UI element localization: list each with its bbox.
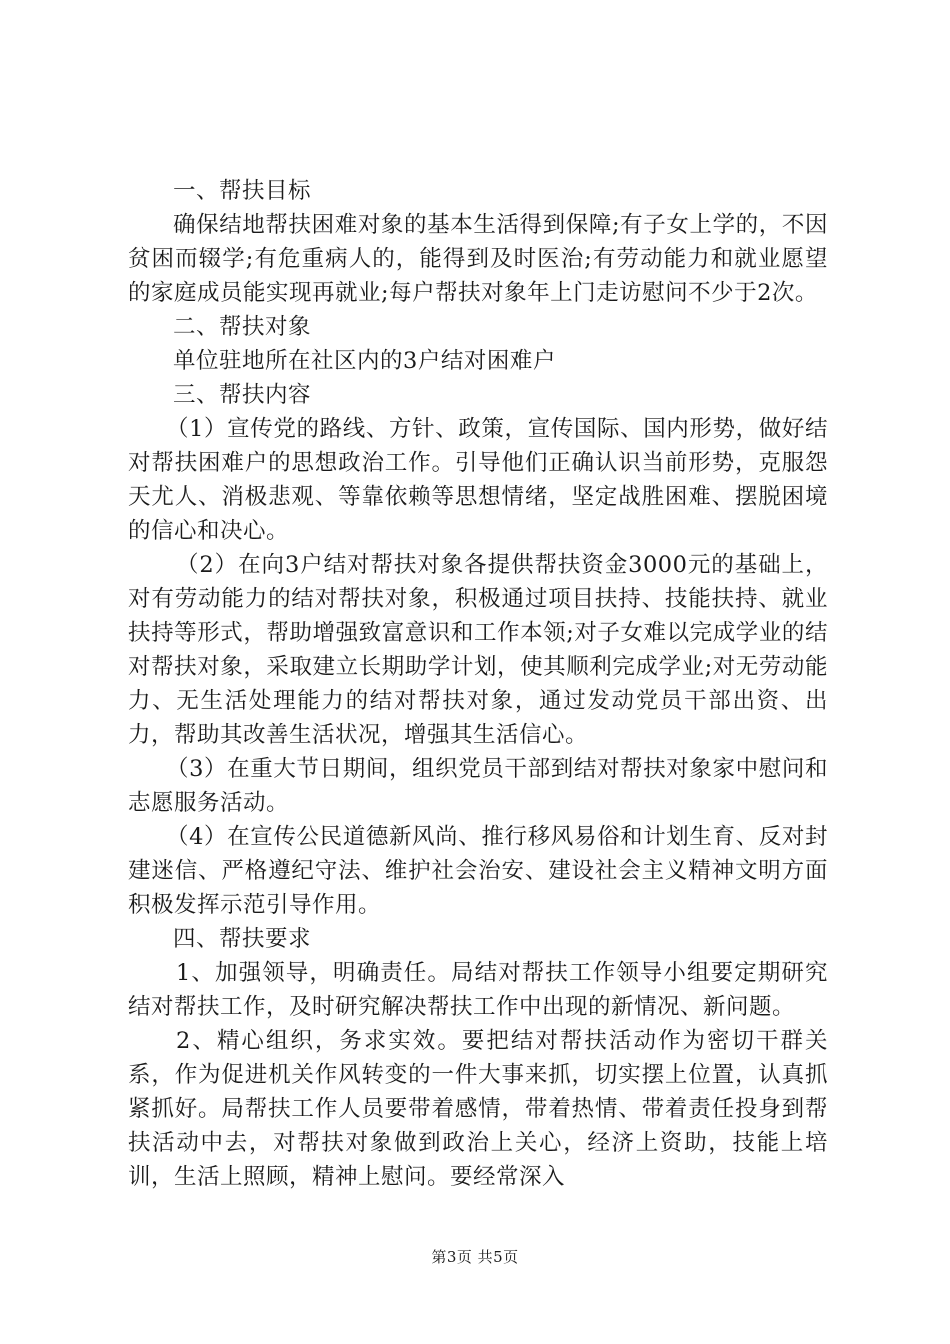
paragraph-content-2: （2）在向3户结对帮扶对象各提供帮扶资金3000元的基础上，对有劳动能力的结对帮扶对象，积极通过项目扶持、技能扶持、就业扶持等形式，帮助增强致富意识和工作本领;对子女难以完成学业的结对帮扶对象，采取建立长期助学计划，使其顺利完成学业;对无劳动能力、无生活处理能力的结对帮扶对象，通过发动党员干部出资、出力，帮助其改善生活状况，增强其生活信心。 [128, 552, 828, 748]
document-body [128, 174, 828, 1194]
paragraph-goals: 确保结地帮扶困难对象的基本生活得到保障;有子女上学的，不因贫困而辍学;有危重病人的，能得到及时医治;有劳动能力和就业愿望的家庭成员能实现再就业;每户帮扶对象年上门走访慰问不少于2次。 [128, 212, 828, 306]
section-heading-content: 三、帮扶内容 [173, 382, 312, 408]
section-heading-goals: 一、帮扶目标 [173, 178, 312, 204]
page-footer: 第3页 共5页 [431, 1248, 519, 1266]
paragraph-targets: 单位驻地所在社区内的3户结对困难户 [173, 348, 556, 374]
paragraph-content-1: （1）宣传党的路线、方针、政策，宣传国际、国内形势，做好结对帮扶困难户的思想政治工作。引导他们正确认识当前形势，克服怨天尤人、消极悲观、等靠依赖等思想情绪，坚定战胜困难、摆脱困境的信心和决心。 [128, 416, 828, 544]
paragraph-requirement-2: 2、精心组织，务求实效。要把结对帮扶活动作为密切干群关系，作为促进机关作风转变的一件大事来抓，切实摆上位置，认真抓紧抓好。局帮扶工作人员要带着感情，带着热情、带着责任投身到帮扶活动中去，对帮扶对象做到政治上关心，经济上资助，技能上培训，生活上照顾，精神上慰问。要经常深入 [128, 1028, 828, 1190]
paragraph-content-3: （3）在重大节日期间，组织党员干部到结对帮扶对象家中慰问和志愿服务活动。 [128, 756, 828, 816]
paragraph-content-4: （4）在宣传公民道德新风尚、推行移风易俗和计划生育、反对封建迷信、严格遵纪守法、维护社会治安、建设社会主义精神文明方面积极发挥示范引导作用。 [128, 824, 828, 918]
section-heading-targets: 二、帮扶对象 [173, 314, 312, 340]
section-heading-requirements: 四、帮扶要求 [173, 926, 312, 952]
paragraph-requirement-1: 1、加强领导，明确责任。局结对帮扶工作领导小组要定期研究结对帮扶工作，及时研究解决帮扶工作中出现的新情况、新问题。 [128, 960, 828, 1020]
